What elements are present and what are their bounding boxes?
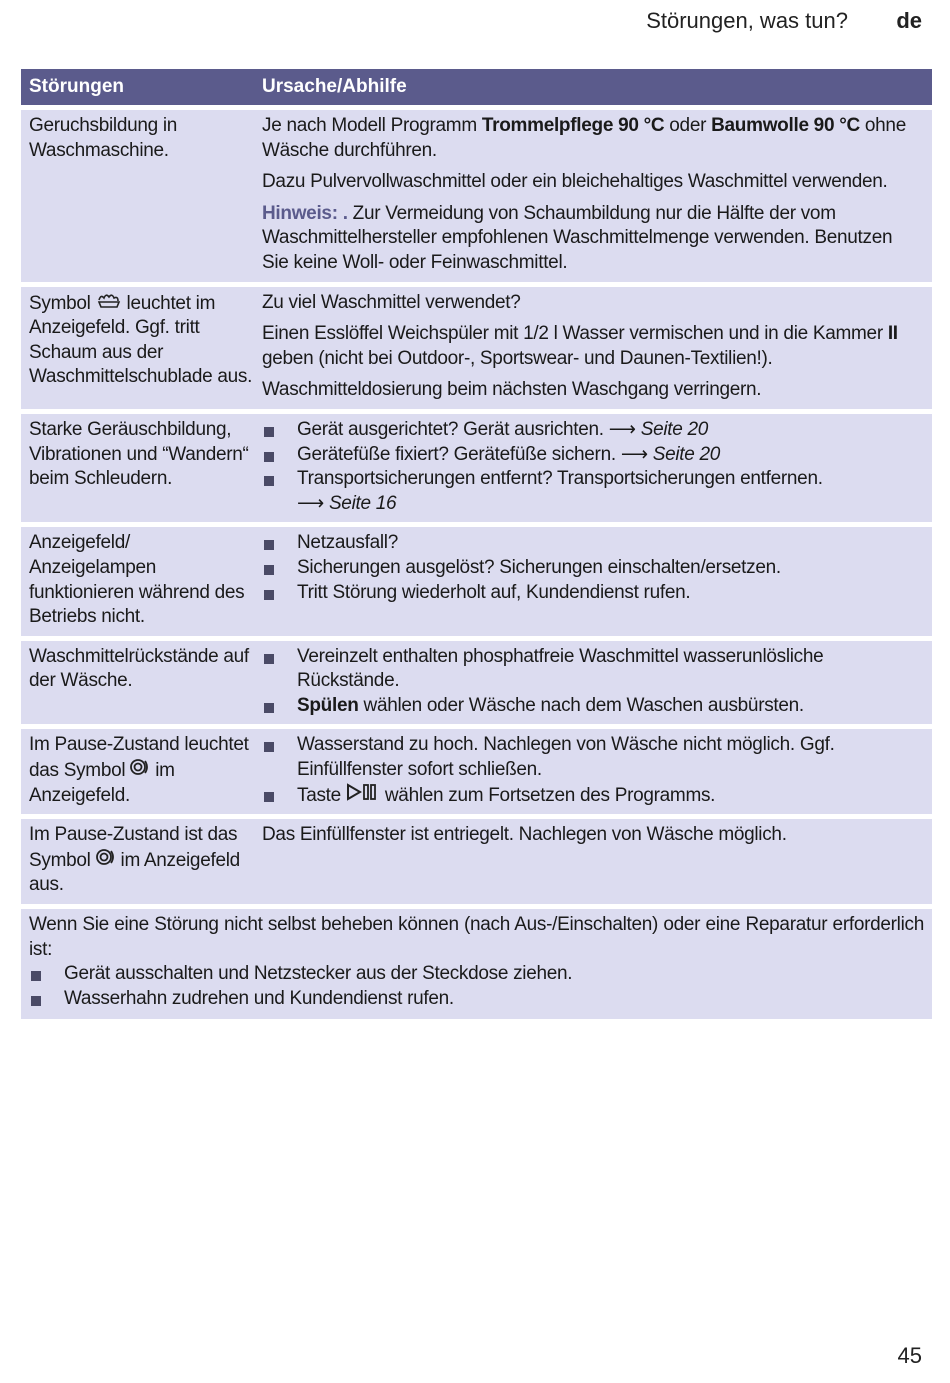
remedy-paragraph: Dazu Pulvervollwaschmittel oder ein bleichehaltiges Waschmittel verwenden.: [262, 171, 888, 193]
page-header: [0, 8, 950, 38]
list-item: Wasserhahn zudrehen und Kundendienst rufen.: [29, 987, 924, 1012]
list-item: Wasserstand zu hoch. Nachlegen von Wäsche nicht möglich. Ggf. Einfüllfenster sofort schließen.: [262, 733, 922, 782]
text: Im Pause-Zustand ist das Symbol: [29, 824, 238, 871]
table-row: [21, 641, 932, 725]
column-header-faults: Störungen: [29, 76, 124, 97]
program-name: Baumwolle 90 °C: [711, 115, 860, 136]
arrow-icon: ⟶: [297, 492, 324, 514]
text: wählen zum Fortsetzen des Programms.: [379, 784, 716, 806]
start-pause-icon: [346, 783, 380, 808]
service-note: [21, 909, 932, 1019]
list-item: [262, 467, 922, 516]
text: im Anzeigefeld aus.: [29, 849, 240, 896]
list-item: [262, 783, 922, 809]
text: Symbol: [29, 292, 96, 314]
page-reference[interactable]: Seite 20: [652, 443, 721, 465]
table-row: [21, 729, 932, 814]
text: oder: [664, 115, 712, 136]
text: Taste: [297, 784, 346, 806]
remedy-list: [262, 418, 922, 516]
foam-icon: [96, 291, 122, 316]
page-reference[interactable]: Seite 16: [328, 492, 397, 514]
remedy-cell: [262, 418, 932, 516]
remedy-list: [262, 733, 922, 808]
service-note-intro: Wenn Sie eine Störung nicht selbst beheben können (nach Aus-/Einschalten) oder eine Reparatur erforderlich ist:: [29, 914, 924, 960]
remedy-list: [262, 531, 922, 605]
service-note-list: [29, 962, 924, 1011]
remedy-cell: [262, 291, 932, 403]
fault-cell: Starke Geräuschbildung, Vibrationen und “Wandern“ beim Schleudern.: [29, 418, 249, 490]
list-item: [262, 418, 922, 443]
remedy-paragraph: Waschmitteldosierung beim nächsten Waschgang verringern.: [262, 379, 762, 401]
text: Im Pause-Zustand leuchtet das Symbol: [29, 734, 249, 782]
hint-text: Zur Vermeidung von Schaumbildung nur die Hälfte der vom Waschmittelhersteller empfohlenen Waschmittelmenge verwenden. Benutzen Sie keine Woll- oder Feinwaschmittel.: [262, 202, 893, 273]
list-item: Sicherungen ausgelöst? Sicherungen einschalten/ersetzen.: [262, 556, 922, 581]
list-item: [262, 694, 922, 719]
fault-cell: [21, 291, 262, 403]
page-reference[interactable]: Seite 20: [640, 418, 709, 440]
hint-paragraph: [262, 202, 922, 276]
remedy-cell: [262, 114, 932, 276]
text: im Anzeigefeld.: [29, 760, 175, 806]
door-lock-icon: [130, 758, 150, 783]
remedy-cell: [262, 733, 932, 808]
remedy-paragraph: Zu viel Waschmittel verwendet?: [262, 291, 521, 313]
remedy-paragraph: [262, 322, 922, 371]
list-item: [262, 443, 922, 468]
remedy-list: [262, 645, 922, 719]
chamber-label: II: [887, 323, 898, 345]
arrow-icon: ⟶: [608, 418, 636, 440]
text: Transportsicherungen entfernt? Transportsicherungen entfernen.: [297, 468, 823, 490]
language-code: de: [896, 8, 922, 33]
fault-cell: [21, 733, 262, 808]
table-row: [21, 287, 932, 409]
text: Gerät ausgerichtet? Gerät ausrichten.: [297, 418, 609, 440]
text: leuchtet im Anzeigefeld. Ggf. tritt Schaum aus der Waschmittelschublade aus.: [29, 292, 253, 388]
program-name: Spülen: [297, 694, 359, 716]
list-item: Tritt Störung wiederholt auf, Kundendienst rufen.: [262, 581, 922, 606]
column-header-cause-remedy: Ursache/Abhilfe: [262, 76, 407, 97]
text: wählen oder Wäsche nach dem Waschen ausbürsten.: [358, 694, 804, 716]
text: Gerätefüße fixiert? Gerätefüße sichern.: [297, 443, 621, 465]
remedy-paragraph: [262, 114, 922, 163]
arrow-icon: ⟶: [620, 443, 648, 465]
fault-cell: Waschmittelrückstände auf der Wäsche.: [29, 645, 249, 692]
list-item: Gerät ausschalten und Netzstecker aus der Steckdose ziehen.: [29, 962, 924, 987]
page-title: Störungen, was tun?: [646, 8, 848, 33]
fault-cell: Geruchsbildung in Waschmaschine.: [29, 115, 178, 161]
remedy-paragraph: Das Einfüllfenster ist entriegelt. Nachlegen von Wäsche möglich.: [262, 824, 787, 846]
fault-cell: Anzeigefeld/ Anzeigelampen funktionieren während des Betriebs nicht.: [29, 532, 245, 628]
text: Je nach Modell Programm: [262, 115, 482, 136]
text: geben (nicht bei Outdoor-, Sportswear- und Daunen-Textilien!).: [262, 347, 773, 369]
remedy-cell: [262, 823, 932, 898]
table-header: [21, 69, 932, 105]
hint-label: Hinweis: .: [262, 202, 348, 224]
table-row: [21, 819, 932, 904]
remedy-cell: [262, 645, 932, 719]
troubleshooting-table: [21, 69, 932, 1019]
list-item: Netzausfall?: [262, 531, 922, 556]
program-name: Trommelpflege 90 °C: [481, 115, 665, 136]
page-number: 45: [897, 1343, 922, 1368]
fault-cell: [21, 823, 262, 898]
table-row: [21, 414, 932, 522]
door-lock-icon: [96, 848, 116, 873]
table-row: [21, 110, 932, 282]
text: Einen Esslöffel Weichspüler mit 1/2 l Wasser vermischen und in die Kammer: [262, 323, 888, 345]
table-row: [21, 527, 932, 635]
remedy-cell: [262, 531, 932, 629]
list-item: Vereinzelt enthalten phosphatfreie Waschmittel wasserunlösliche Rückstände.: [262, 645, 922, 694]
text: ohne Wäsche durchführen.: [262, 115, 906, 161]
